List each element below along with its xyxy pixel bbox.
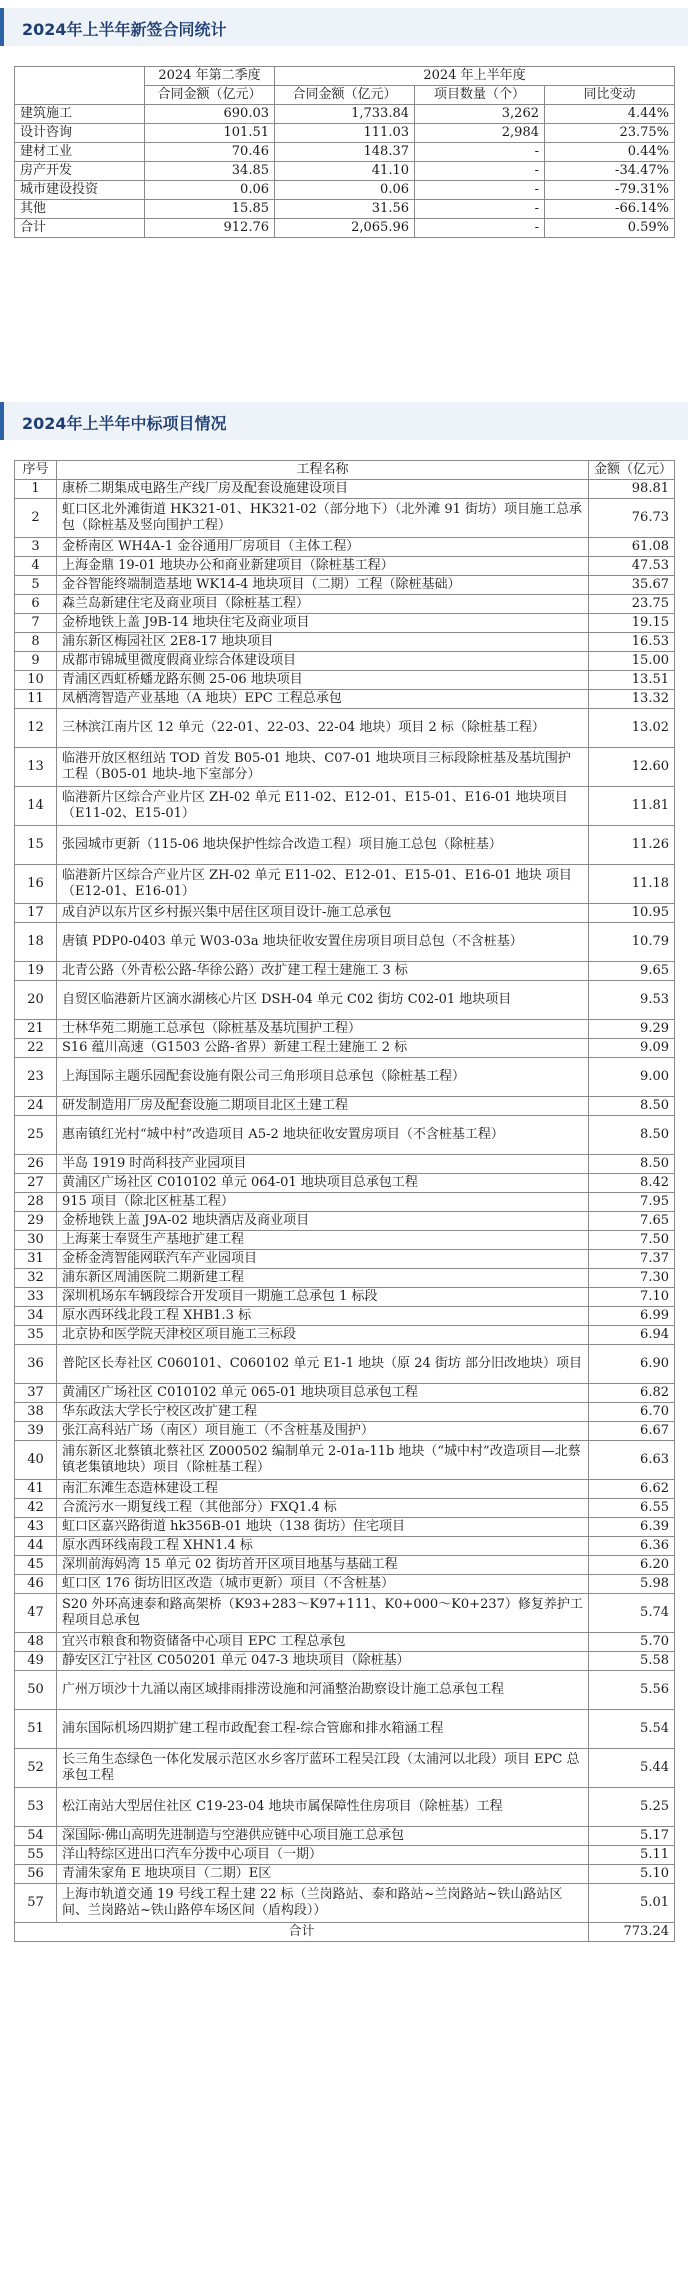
bids-cell-name: 深圳机场东车辆段综合开发项目一期施工总承包 1 标段 [57,1288,589,1307]
contracts-cell-h1-amount: 41.10 [275,162,415,181]
bids-row [15,576,675,595]
bids-cell-no: 53 [15,1788,57,1827]
bids-cell-amount: 9.29 [589,1020,675,1039]
bids-cell-no: 52 [15,1749,57,1788]
bids-header-row [15,461,675,480]
bids-cell-no: 2 [15,499,57,538]
bids-cell-name: 长三角生态绿色一体化发展示范区水乡客厅蓝环工程吴江段（太浦河以北段）项目 EPC 总承包工程 [57,1749,589,1788]
contracts-cell-h1-amount: 111.03 [275,124,415,143]
contracts-cell-yoy: -34.47% [545,162,675,181]
bids-cell-name: 凤栖湾智造产业基地（A 地块）EPC 工程总承包 [57,690,589,709]
bids-cell-no: 25 [15,1116,57,1155]
bids-row [15,923,675,962]
bids-row [15,671,675,690]
contracts-cell-h1-count: - [415,219,545,238]
bids-cell-name: 浦东新区梅园社区 2E8-17 地块项目 [57,633,589,652]
contracts-cell-h1-amount: 0.06 [275,181,415,200]
bids-row [15,595,675,614]
bids-cell-no: 16 [15,865,57,904]
bids-cell-amount: 16.53 [589,633,675,652]
contracts-cell-h1-count: - [415,200,545,219]
bids-cell-no: 27 [15,1174,57,1193]
contracts-cell-h1-count: - [415,181,545,200]
bids-cell-name: 张江高科站广场（南区）项目施工（不含桩基及围护） [57,1422,589,1441]
bids-cell-no: 35 [15,1326,57,1345]
bids-cell-amount: 8.50 [589,1116,675,1155]
bids-cell-amount: 98.81 [589,480,675,499]
bids-cell-name: 青浦区西虹桥蟠龙路东侧 25-06 地块项目 [57,671,589,690]
bids-cell-no: 13 [15,748,57,787]
contracts-row [15,162,675,181]
contracts-header-h1: 2024 年上半年度 [275,67,675,86]
bids-cell-amount: 11.18 [589,865,675,904]
bids-cell-amount: 8.50 [589,1155,675,1174]
contracts-cell-h1-count: 3,262 [415,105,545,124]
bids-cell-name: 北青公路（外青松公路-华徐公路）改扩建工程土建施工 3 标 [57,962,589,981]
bids-cell-amount: 7.10 [589,1288,675,1307]
contracts-cell-h1-amount: 148.37 [275,143,415,162]
contracts-cell-h1-amount: 1,733.84 [275,105,415,124]
bids-cell-name: 金谷智能终端制造基地 WK14-4 地块项目（二期）工程（除桩基础） [57,576,589,595]
bids-cell-no: 21 [15,1020,57,1039]
contracts-cell-h1-count: - [415,143,545,162]
bids-cell-name: 临港新片区综合产业片区 ZH-02 单元 E11-02、E12-01、E15-01、E16-01 地块 项目（E12-01、E16-01） [57,865,589,904]
bids-cell-amount: 5.74 [589,1594,675,1633]
bids-cell-no: 28 [15,1193,57,1212]
bids-cell-no: 24 [15,1097,57,1116]
bids-cell-amount: 13.32 [589,690,675,709]
bids-cell-name: 士林华苑二期施工总承包（除桩基及基坑围护工程） [57,1020,589,1039]
contracts-cell-category: 设计咨询 [15,124,145,143]
bids-cell-name: 915 项目（除北区桩基工程） [57,1193,589,1212]
bids-cell-name: 金桥南区 WH4A-1 金谷通用厂房项目（主体工程） [57,538,589,557]
bids-cell-no: 37 [15,1384,57,1403]
bids-row [15,538,675,557]
contracts-cell-category: 建材工业 [15,143,145,162]
section-title-bids: 2024年上半年中标项目情况 [22,414,227,433]
bids-cell-no: 41 [15,1480,57,1499]
bids-cell-name: 金桥金湾智能网联汽车产业园项目 [57,1250,589,1269]
bids-cell-name: 康桥二期集成电路生产线厂房及配套设施建设项目 [57,480,589,499]
bids-cell-no: 15 [15,826,57,865]
bids-cell-amount: 9.09 [589,1039,675,1058]
bids-row [15,787,675,826]
bids-row [15,1575,675,1594]
bids-row [15,1652,675,1671]
contracts-cell-yoy: 23.75% [545,124,675,143]
bids-cell-amount: 8.50 [589,1097,675,1116]
contracts-header-blank [15,67,145,105]
bids-cell-no: 46 [15,1575,57,1594]
bids-row [15,690,675,709]
bids-cell-no: 20 [15,981,57,1020]
bids-cell-amount: 6.67 [589,1422,675,1441]
bids-cell-name: 临港新片区综合产业片区 ZH-02 单元 E11-02、E12-01、E15-01、E16-01 地块项目（E11-02、E15-01） [57,787,589,826]
bids-cell-name: 普陀区长寿社区 C060101、C060102 单元 E1-1 地块（原 24 街坊 部分旧改地块）项目 [57,1345,589,1384]
bids-cell-amount: 5.17 [589,1827,675,1846]
bids-row [15,826,675,865]
bids-cell-no: 54 [15,1827,57,1846]
bids-cell-amount: 61.08 [589,538,675,557]
bids-row [15,1116,675,1155]
contracts-cell-category: 合计 [15,219,145,238]
bids-cell-amount: 15.00 [589,652,675,671]
contracts-cell-yoy: 0.44% [545,143,675,162]
bids-cell-amount: 19.15 [589,614,675,633]
bids-cell-no: 17 [15,904,57,923]
bids-row [15,1269,675,1288]
bids-cell-no: 34 [15,1307,57,1326]
bids-cell-amount: 7.50 [589,1231,675,1250]
bids-cell-amount: 10.79 [589,923,675,962]
bids-cell-name: 浦东新区周浦医院二期新建工程 [57,1269,589,1288]
bids-cell-name: 研发制造用厂房及配套设施二期项目北区土建工程 [57,1097,589,1116]
bids-total-row [15,1923,675,1942]
contracts-cell-h1-count: - [415,162,545,181]
bids-cell-amount: 9.65 [589,962,675,981]
bids-cell-no: 39 [15,1422,57,1441]
contracts-col-yoy: 同比变动 [545,86,675,105]
contracts-col-q2-amount: 合同金额（亿元） [145,86,275,105]
contracts-cell-yoy: 4.44% [545,105,675,124]
bids-cell-name: 浦东国际机场四期扩建工程市政配套工程-综合管廊和排水箱涵工程 [57,1710,589,1749]
bids-cell-amount: 7.37 [589,1250,675,1269]
bids-cell-no: 50 [15,1671,57,1710]
bids-total-value: 773.24 [589,1923,675,1942]
bids-cell-no: 1 [15,480,57,499]
bids-cell-name: 森兰岛新建住宅及商业项目（除桩基工程） [57,595,589,614]
bids-cell-name: 上海国际主题乐园配套设施有限公司三角形项目总承包（除桩基工程） [57,1058,589,1097]
bids-cell-no: 11 [15,690,57,709]
contracts-cell-yoy: -66.14% [545,200,675,219]
bids-cell-amount: 7.65 [589,1212,675,1231]
bids-row [15,1155,675,1174]
bids-row [15,1749,675,1788]
bids-row [15,633,675,652]
bids-cell-no: 18 [15,923,57,962]
contracts-row [15,105,675,124]
bids-row [15,1556,675,1575]
bids-cell-no: 51 [15,1710,57,1749]
bids-row [15,1422,675,1441]
bids-cell-name: 唐镇 PDP0-0403 单元 W03-03a 地块征收安置住房项目项目总包（不含桩基） [57,923,589,962]
bids-cell-amount: 11.81 [589,787,675,826]
bids-cell-amount: 6.70 [589,1403,675,1422]
bids-cell-name: 静安区江宁社区 C050201 单元 047-3 地块项目（除桩基） [57,1652,589,1671]
bids-row [15,1212,675,1231]
bids-row [15,1039,675,1058]
bids-row [15,1345,675,1384]
bids-cell-amount: 10.95 [589,904,675,923]
bids-cell-name: 黄浦区广场社区 C010102 单元 064-01 地块项目总承包工程 [57,1174,589,1193]
bids-cell-name: 原水西环线北段工程 XHB1.3 标 [57,1307,589,1326]
contracts-cell-q2-amount: 912.76 [145,219,275,238]
contracts-cell-h1-count: 2,984 [415,124,545,143]
bids-cell-amount: 6.39 [589,1518,675,1537]
bids-cell-no: 10 [15,671,57,690]
bids-cell-no: 3 [15,538,57,557]
bids-cell-no: 48 [15,1633,57,1652]
contracts-table [14,66,675,238]
bids-cell-name: 宜兴市粮食和物资储备中心项目 EPC 工程总承包 [57,1633,589,1652]
contracts-cell-q2-amount: 101.51 [145,124,275,143]
bids-cell-amount: 9.53 [589,981,675,1020]
bids-col-amount: 金额（亿元） [589,461,675,480]
bids-cell-amount: 6.20 [589,1556,675,1575]
bids-row [15,1288,675,1307]
bids-cell-name: 半岛 1919 时尚科技产业园项目 [57,1155,589,1174]
bids-cell-no: 23 [15,1058,57,1097]
contracts-cell-category: 其他 [15,200,145,219]
contracts-cell-h1-amount: 31.56 [275,200,415,219]
bids-cell-amount: 8.42 [589,1174,675,1193]
bids-row [15,1499,675,1518]
bids-cell-name: 原水西环线南段工程 XHN1.4 标 [57,1537,589,1556]
bids-row [15,1633,675,1652]
contracts-row [15,219,675,238]
bids-row [15,1174,675,1193]
bids-cell-amount: 5.54 [589,1710,675,1749]
bids-cell-no: 56 [15,1865,57,1884]
bids-cell-no: 26 [15,1155,57,1174]
bids-row [15,1480,675,1499]
bids-cell-no: 29 [15,1212,57,1231]
bids-cell-no: 43 [15,1518,57,1537]
bids-row [15,1250,675,1269]
bids-row [15,1097,675,1116]
contracts-row [15,200,675,219]
contracts-row [15,124,675,143]
bids-cell-amount: 6.99 [589,1307,675,1326]
bids-cell-amount: 5.01 [589,1884,675,1923]
bids-cell-no: 19 [15,962,57,981]
bids-row [15,1058,675,1097]
bids-row [15,1671,675,1710]
bids-cell-name: 上海金鼎 19-01 地块办公和商业新建项目（除桩基工程） [57,557,589,576]
bids-cell-amount: 23.75 [589,595,675,614]
bids-row [15,1884,675,1923]
contracts-row [15,181,675,200]
bids-cell-amount: 12.60 [589,748,675,787]
bids-row [15,1441,675,1480]
bids-cell-no: 36 [15,1345,57,1384]
bids-row [15,1231,675,1250]
bids-row [15,1193,675,1212]
bids-total-label: 合计 [15,1923,589,1942]
bids-cell-no: 6 [15,595,57,614]
contracts-col-h1-count: 项目数量（个） [415,86,545,105]
bids-cell-name: 临港开放区枢纽站 TOD 首发 B05-01 地块、C07-01 地块项目三标段除桩基及基坑围护工程（B05-01 地块-地下室部分） [57,748,589,787]
bids-cell-amount: 6.62 [589,1480,675,1499]
bids-table [14,460,675,1942]
bids-cell-name: 青浦朱家角 E 地块项目（二期）E区 [57,1865,589,1884]
bids-cell-amount: 11.26 [589,826,675,865]
bids-row [15,865,675,904]
bids-cell-amount: 6.82 [589,1384,675,1403]
bids-cell-amount: 5.58 [589,1652,675,1671]
bids-row [15,1020,675,1039]
bids-cell-amount: 5.56 [589,1671,675,1710]
bids-cell-name: 三林滨江南片区 12 单元（22-01、22-03、22-04 地块）项目 2 标（除桩基工程） [57,709,589,748]
bids-cell-amount: 76.73 [589,499,675,538]
contracts-cell-yoy: -79.31% [545,181,675,200]
bids-row [15,1710,675,1749]
bids-cell-name: 虹口区北外滩街道 HK321-01、HK321-02（部分地下）（北外滩 91 街坊）项目施工总承包（除桩基及竖向围护工程） [57,499,589,538]
bids-cell-no: 47 [15,1594,57,1633]
bids-cell-name: 张园城市更新（115-06 地块保护性综合改造工程）项目施工总包（除桩基） [57,826,589,865]
bids-cell-no: 44 [15,1537,57,1556]
bids-cell-amount: 13.51 [589,671,675,690]
bids-row [15,614,675,633]
bids-cell-name: 广州万顷沙十九涌以南区域排雨排涝设施和河涌整治勘察设计施工总承包工程 [57,1671,589,1710]
contracts-cell-yoy: 0.59% [545,219,675,238]
bids-cell-no: 5 [15,576,57,595]
bids-cell-no: 14 [15,787,57,826]
bids-row [15,1518,675,1537]
bids-cell-amount: 6.63 [589,1441,675,1480]
bids-row [15,557,675,576]
contracts-cell-q2-amount: 690.03 [145,105,275,124]
bids-row [15,709,675,748]
contracts-cell-q2-amount: 0.06 [145,181,275,200]
contracts-cell-q2-amount: 15.85 [145,200,275,219]
bids-cell-name: 上海市轨道交通 19 号线工程土建 22 标（兰岗路站、泰和路站~兰岗路站~铁山路站区间、兰岗路站~铁山路停车场区间（盾构段）） [57,1884,589,1923]
bids-cell-no: 32 [15,1269,57,1288]
contracts-col-h1-amount: 合同金额（亿元） [275,86,415,105]
bids-cell-name: 虹口区 176 街坊旧区改造（城市更新）项目（不含桩基） [57,1575,589,1594]
bids-cell-name: 成自泸以东片区乡村振兴集中居住区项目设计-施工总承包 [57,904,589,923]
bids-row [15,904,675,923]
bids-cell-no: 4 [15,557,57,576]
bids-cell-name: S16 蕴川高速（G1503 公路-省界）新建工程土建施工 2 标 [57,1039,589,1058]
bids-cell-no: 55 [15,1846,57,1865]
bids-cell-name: 南汇东滩生态造林建设工程 [57,1480,589,1499]
bids-cell-name: 虹口区嘉兴路街道 hk356B-01 地块（138 街坊）住宅项目 [57,1518,589,1537]
bids-cell-amount: 47.53 [589,557,675,576]
bids-row [15,1594,675,1633]
contracts-header-row-1 [15,67,675,86]
bids-cell-amount: 6.36 [589,1537,675,1556]
bids-row [15,1865,675,1884]
bids-cell-name: 华东政法大学长宁校区改扩建工程 [57,1403,589,1422]
contracts-cell-q2-amount: 70.46 [145,143,275,162]
bids-cell-name: 深圳前海妈湾 15 单元 02 街坊首开区项目地基与基础工程 [57,1556,589,1575]
bids-row [15,748,675,787]
bids-cell-amount: 7.30 [589,1269,675,1288]
bids-cell-name: 自贸区临港新片区滴水湖核心片区 DSH-04 单元 C02 街坊 C02-01 地块项目 [57,981,589,1020]
section-title-contracts: 2024年上半年新签合同统计 [22,20,227,39]
bids-cell-no: 22 [15,1039,57,1058]
bids-cell-amount: 7.95 [589,1193,675,1212]
bids-row [15,1403,675,1422]
bids-cell-amount: 35.67 [589,576,675,595]
bids-row [15,1827,675,1846]
bids-row [15,1788,675,1827]
section-header-bids [0,402,688,440]
bids-cell-no: 31 [15,1250,57,1269]
bids-row [15,981,675,1020]
bids-row [15,652,675,671]
contracts-header-q2: 2024 年第二季度 [145,67,275,86]
bids-cell-name: 成都市锦城里微度假商业综合体建设项目 [57,652,589,671]
bids-cell-no: 9 [15,652,57,671]
bids-row [15,480,675,499]
contracts-cell-q2-amount: 34.85 [145,162,275,181]
bids-cell-name: 金桥地铁上盖 J9A-02 地块酒店及商业项目 [57,1212,589,1231]
bids-row [15,1384,675,1403]
bids-cell-amount: 6.55 [589,1499,675,1518]
bids-cell-amount: 6.90 [589,1345,675,1384]
bids-cell-no: 33 [15,1288,57,1307]
bids-row [15,1537,675,1556]
bids-cell-name: 深国际·佛山高明先进制造与空港供应链中心项目施工总承包 [57,1827,589,1846]
contracts-cell-category: 建筑施工 [15,105,145,124]
bids-cell-no: 30 [15,1231,57,1250]
bids-cell-no: 42 [15,1499,57,1518]
bids-cell-name: 北京协和医学院天津校区项目施工三标段 [57,1326,589,1345]
bids-row [15,499,675,538]
bids-row [15,1326,675,1345]
bids-cell-name: 松江南站大型居住社区 C19-23-04 地块市属保障性住房项目（除桩基）工程 [57,1788,589,1827]
bids-cell-name: 浦东新区北蔡镇北蔡社区 Z000502 编制单元 2-01a-11b 地块（“城中村”改造项目—北蔡镇老集镇地块）项目（除桩基工程） [57,1441,589,1480]
contracts-cell-category: 城市建设投资 [15,181,145,200]
bids-cell-no: 45 [15,1556,57,1575]
bids-cell-no: 38 [15,1403,57,1422]
bids-cell-name: 合流污水一期复线工程（其他部分）FXQ1.4 标 [57,1499,589,1518]
bids-cell-name: 上海莱士奉贤生产基地扩建工程 [57,1231,589,1250]
bids-cell-no: 8 [15,633,57,652]
bids-cell-amount: 13.02 [589,709,675,748]
bids-col-name: 工程名称 [57,461,589,480]
bids-cell-no: 12 [15,709,57,748]
bids-row [15,1307,675,1326]
contracts-cell-category: 房产开发 [15,162,145,181]
bids-cell-amount: 6.94 [589,1326,675,1345]
bids-cell-amount: 5.70 [589,1633,675,1652]
bids-row [15,1846,675,1865]
bids-col-no: 序号 [15,461,57,480]
bids-cell-amount: 5.10 [589,1865,675,1884]
contracts-row [15,143,675,162]
bids-cell-name: S20 外环高速泰和路高架桥（K93+283～K97+111、K0+000～K0+237）修复养护工程项目总承包 [57,1594,589,1633]
section-header-contracts [0,8,688,46]
contracts-cell-h1-amount: 2,065.96 [275,219,415,238]
bids-cell-amount: 5.11 [589,1846,675,1865]
bids-cell-no: 57 [15,1884,57,1923]
bids-cell-name: 惠南镇红光村“城中村”改造项目 A5-2 地块征收安置房项目（不含桩基工程） [57,1116,589,1155]
bids-cell-amount: 9.00 [589,1058,675,1097]
bids-cell-name: 洋山特综区进出口汽车分拨中心项目（一期） [57,1846,589,1865]
bids-row [15,962,675,981]
bids-cell-name: 金桥地铁上盖 J9B-14 地块住宅及商业项目 [57,614,589,633]
bids-cell-name: 黄浦区广场社区 C010102 单元 065-01 地块项目总承包工程 [57,1384,589,1403]
bids-cell-amount: 5.98 [589,1575,675,1594]
bids-cell-no: 49 [15,1652,57,1671]
bids-cell-amount: 5.25 [589,1788,675,1827]
bids-cell-no: 7 [15,614,57,633]
bids-cell-no: 40 [15,1441,57,1480]
bids-cell-amount: 5.44 [589,1749,675,1788]
